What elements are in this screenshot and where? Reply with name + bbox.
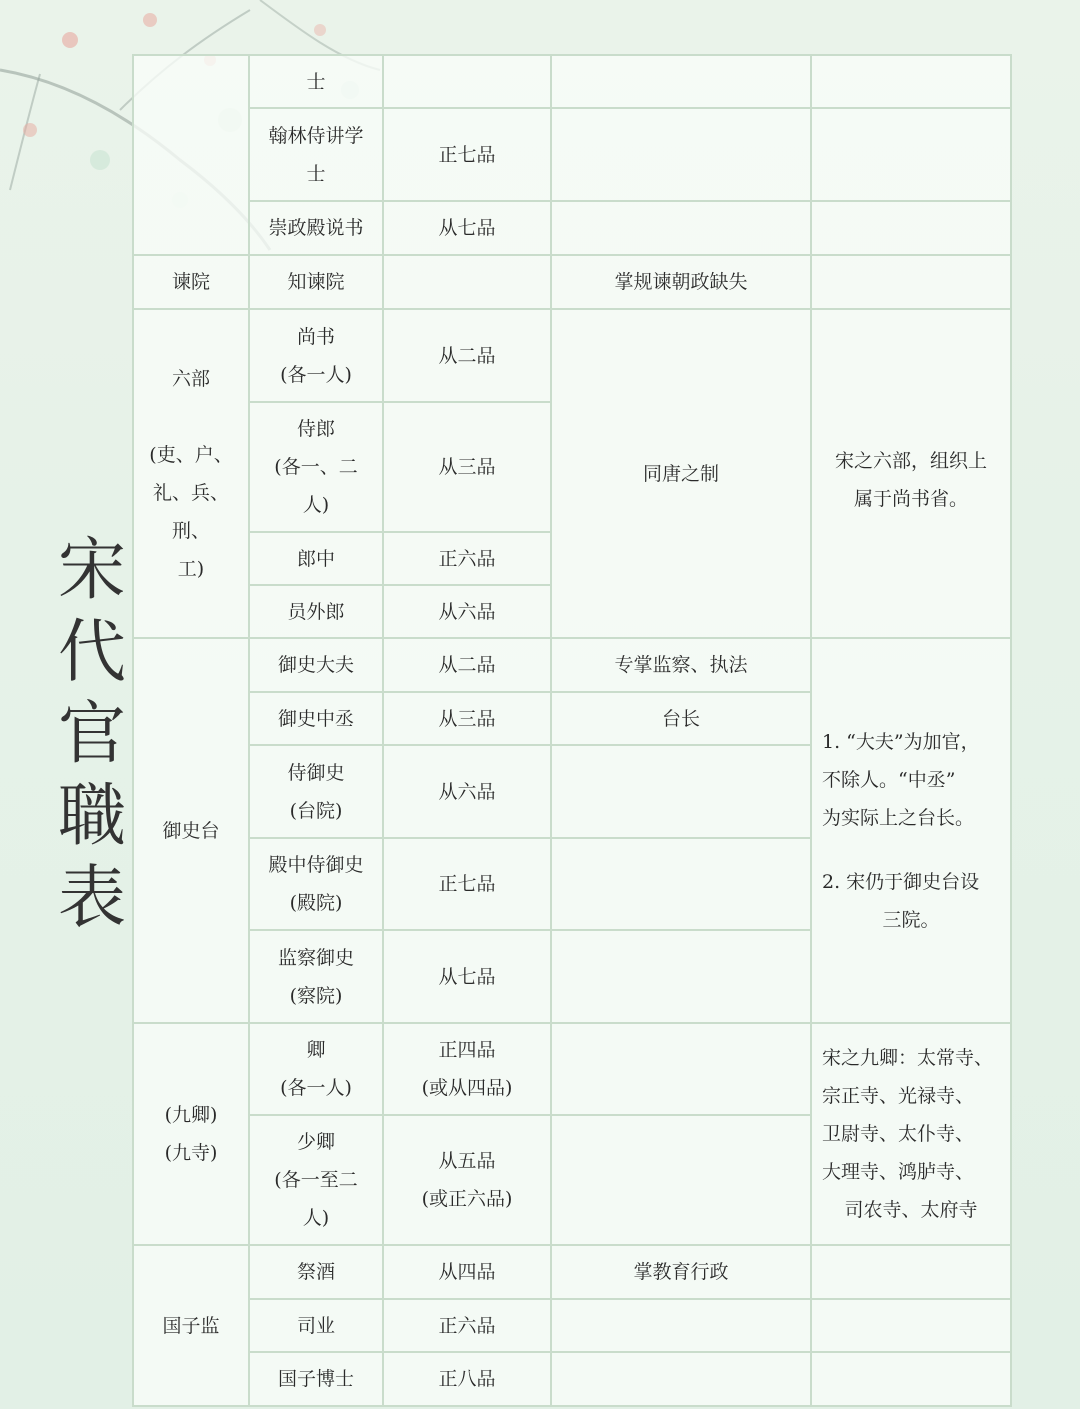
dept-cell-hanlin [133, 55, 249, 255]
position-cell: 郎中 [249, 532, 383, 585]
position-cell: 御史大夫 [249, 638, 383, 692]
position-cell: 崇政殿说书 [249, 201, 383, 255]
duty-cell [551, 745, 811, 838]
position-cell: 祭酒 [249, 1245, 383, 1299]
note-paragraph: 三院。 [882, 908, 940, 931]
note-cell [811, 108, 1011, 201]
official-positions-table [132, 54, 1012, 1407]
dept-cell: 国子监 [133, 1245, 249, 1406]
rank-cell: 正四品 (或从四品) [383, 1023, 551, 1115]
rank-cell: 从七品 [383, 201, 551, 255]
duty-cell: 专掌监察、执法 [551, 638, 811, 692]
table-row [133, 638, 1011, 692]
rank-cell [383, 55, 551, 108]
table-row [133, 201, 1011, 255]
note-paragraph: 宋之九卿：太常寺、 宗正寺、光禄寺、 卫尉寺、太仆寺、 大理寺、鸿胪寺、 [822, 1047, 994, 1183]
rank-cell: 从六品 [383, 745, 551, 838]
rank-cell: 从四品 [383, 1245, 551, 1299]
duty-cell [551, 1299, 811, 1352]
dept-cell: 谏院 [133, 255, 249, 309]
table-row [133, 1352, 1011, 1406]
position-cell: 少卿 (各一至二 人) [249, 1115, 383, 1245]
duty-cell [551, 1023, 811, 1115]
table-row [133, 108, 1011, 201]
position-cell: 员外郎 [249, 585, 383, 638]
position-cell: 侍御史 (台院) [249, 745, 383, 838]
duty-cell [551, 838, 811, 930]
note-cell [811, 255, 1011, 309]
note-cell [811, 1023, 1011, 1245]
duty-cell [551, 108, 811, 201]
table-row [133, 1023, 1011, 1115]
note-cell [811, 55, 1011, 108]
duty-cell: 掌教育行政 [551, 1245, 811, 1299]
position-cell: 士 [249, 55, 383, 108]
position-cell: 殿中侍御史 (殿院) [249, 838, 383, 930]
table-row [133, 1245, 1011, 1299]
title-char: 官 [57, 695, 126, 774]
page-title [52, 530, 132, 940]
rank-cell: 正七品 [383, 108, 551, 201]
dept-cell: 六部 (吏、户、 礼、兵、刑、 工) [133, 309, 249, 638]
title-char: 職 [57, 777, 126, 856]
title-char: 代 [57, 613, 126, 692]
position-cell: 翰林侍讲学 士 [249, 108, 383, 201]
note-cell [811, 638, 1011, 1023]
position-cell: 司业 [249, 1299, 383, 1352]
table-row [133, 55, 1011, 108]
duty-cell: 台长 [551, 692, 811, 745]
duty-cell [551, 201, 811, 255]
position-cell: 知谏院 [249, 255, 383, 309]
note-cell [811, 1245, 1011, 1299]
rank-cell: 从七品 [383, 930, 551, 1023]
rank-cell: 从二品 [383, 638, 551, 692]
duty-cell [551, 1352, 811, 1406]
duty-cell [551, 1115, 811, 1245]
note-cell: 宋之六部，组织上 属于尚书省。 [811, 309, 1011, 638]
rank-cell: 从二品 [383, 309, 551, 402]
rank-cell: 正六品 [383, 532, 551, 585]
note-paragraph: 司农寺、太府寺 [844, 1199, 978, 1221]
dept-cell: (九卿) (九寺) [133, 1023, 249, 1245]
note-paragraph: 1. “大夫”为加官， 不除人。“中丞” 为实际上之台长。 [822, 730, 980, 829]
duty-cell: 同唐之制 [551, 309, 811, 638]
note-cell [811, 1352, 1011, 1406]
rank-cell: 从六品 [383, 585, 551, 638]
rank-cell: 从三品 [383, 402, 551, 532]
table-row [133, 1299, 1011, 1352]
position-cell: 国子博士 [249, 1352, 383, 1406]
duty-cell: 掌规谏朝政缺失 [551, 255, 811, 309]
duty-cell [551, 930, 811, 1023]
duty-cell [551, 55, 811, 108]
rank-cell: 正七品 [383, 838, 551, 930]
note-cell [811, 1299, 1011, 1352]
rank-cell [383, 255, 551, 309]
table-row [133, 255, 1011, 309]
note-cell [811, 201, 1011, 255]
dept-cell: 御史台 [133, 638, 249, 1023]
rank-cell: 从五品 (或正六品) [383, 1115, 551, 1245]
position-cell: 卿 (各一人) [249, 1023, 383, 1115]
position-cell: 监察御史 (察院) [249, 930, 383, 1023]
position-cell: 侍郎 (各一、二 人) [249, 402, 383, 532]
title-char: 宋 [57, 531, 126, 610]
note-paragraph: 2. 宋仍于御史台设 [822, 870, 980, 893]
rank-cell: 从三品 [383, 692, 551, 745]
table-row [133, 309, 1011, 402]
rank-cell: 正六品 [383, 1299, 551, 1352]
position-cell: 御史中丞 [249, 692, 383, 745]
title-char: 表 [57, 859, 126, 938]
rank-cell: 正八品 [383, 1352, 551, 1406]
position-cell: 尚书 (各一人) [249, 309, 383, 402]
